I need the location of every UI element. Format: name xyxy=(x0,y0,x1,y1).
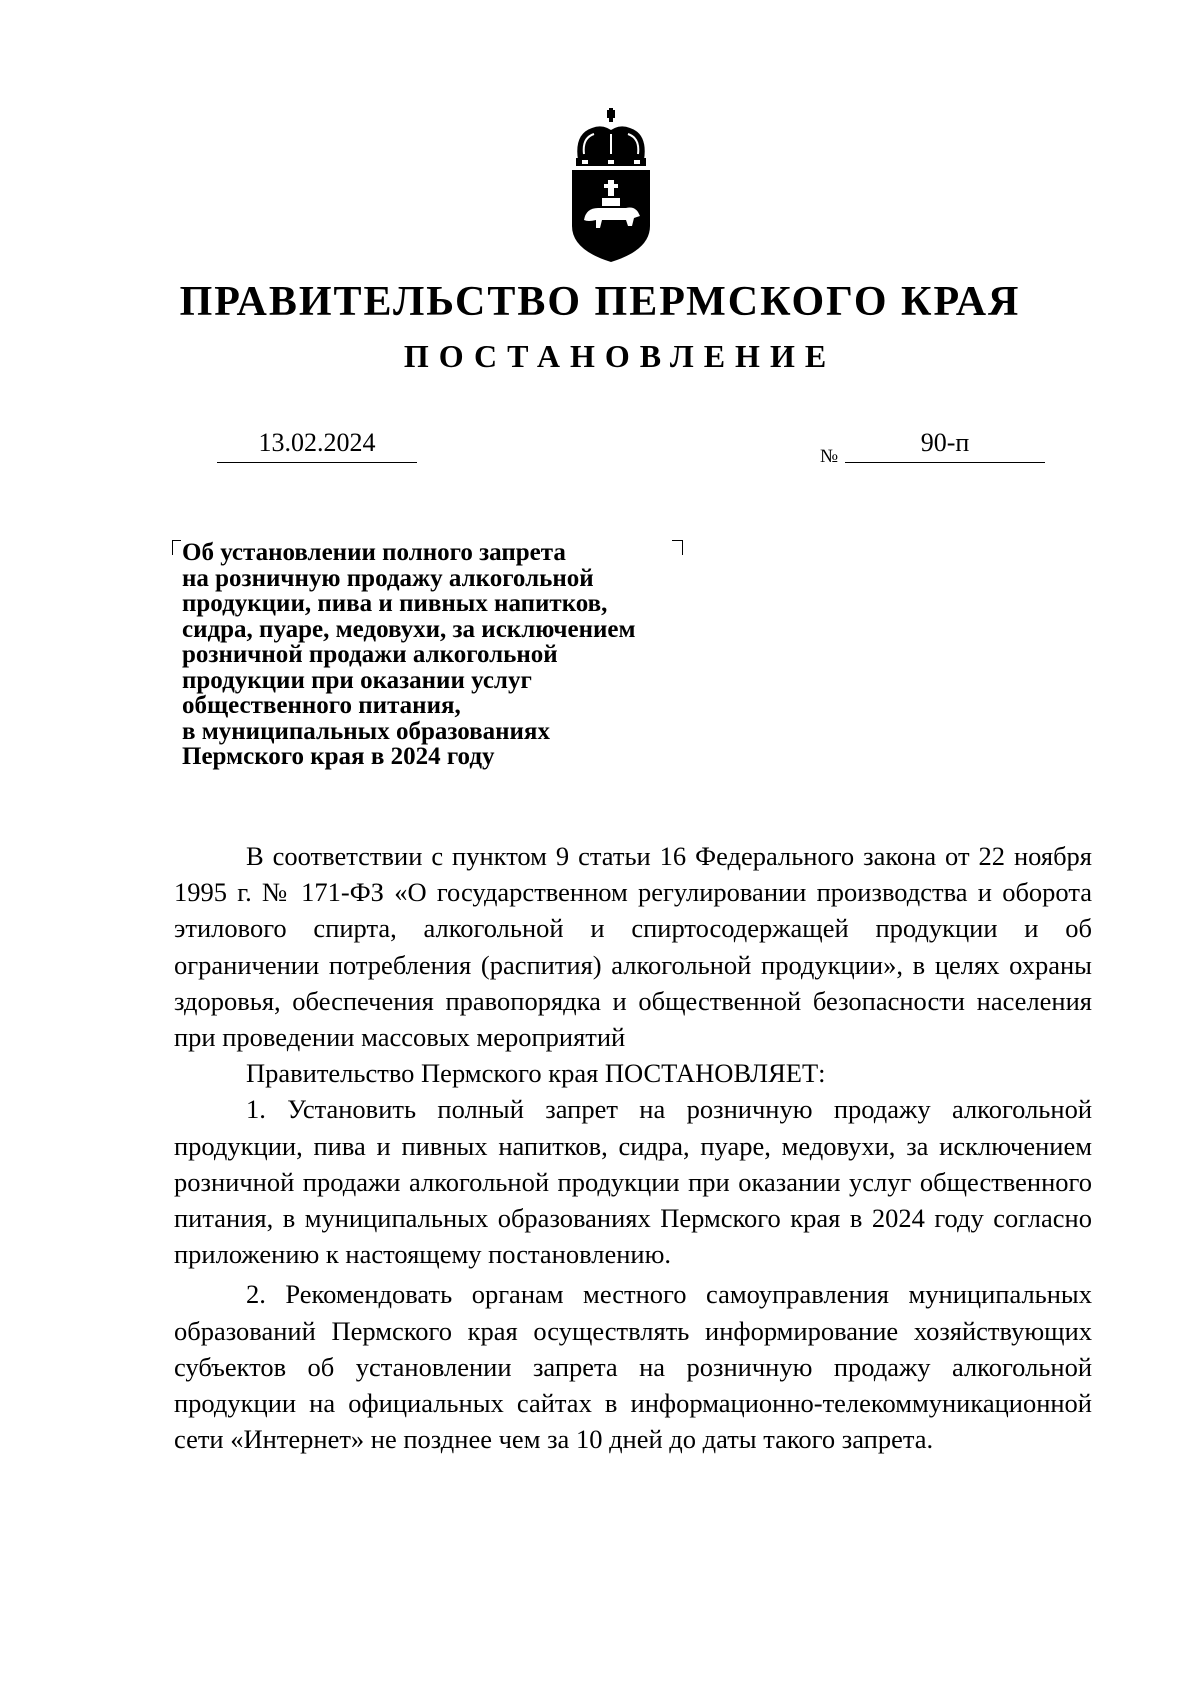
document-body xyxy=(174,838,1092,1457)
subject-line: в муниципальных образованиях xyxy=(182,717,550,745)
perm-krai-coat-of-arms-icon xyxy=(568,108,654,262)
document-date: 13.02.2024 xyxy=(217,428,417,463)
subject-line: продукции, пива и пивных напитков, xyxy=(182,590,608,617)
subject-line: продукции при оказании услуг xyxy=(182,666,532,694)
subject-line: общественного питания, xyxy=(182,692,461,719)
number-sign: № xyxy=(820,446,839,467)
decree-paragraph: Правительство Пермского края ПОСТАНОВЛЯЕТ: xyxy=(246,1058,826,1089)
document-subject xyxy=(182,540,742,770)
subject-line: Пермского края в 2024 году xyxy=(182,743,495,770)
document-number: 90-п xyxy=(845,428,1045,463)
subject-line: розничной продажи алкогольной xyxy=(182,641,558,668)
item-1-paragraph: 1. Установить полный запрет на розничную продажу алкогольной продукции, пива и пивных напитков, сидра, пуаре, медовухи, за исключением розничной продажи алкогольной продукции при оказании услуг общественного питания, в муниципальных образованиях Пермского края в 2024 году согласно приложению к настоящему постановлению. xyxy=(174,1094,1092,1270)
preamble-paragraph: В соответствии с пунктом 9 статьи 16 Федерального закона от 22 ноября 1995 г. № 171-ФЗ «О государственном регулировании производства и оборота этилового спирта, алкогольной и спиртосодержащей продукции и об ограничении потребления (распития) алкогольной продукции», в целях охраны здоровья, обеспечения правопорядка и общественной безопасности населения при проведении массовых мероприятий xyxy=(174,841,1092,1053)
organization-title: ПРАВИТЕЛЬСТВО ПЕРМСКОГО КРАЯ xyxy=(179,279,1021,325)
item-2-paragraph: 2. Рекомендовать органам местного самоуправления муниципальных образований Пермского края осуществлять информирование хозяйствующих субъектов об установлении запрета на розничную продажу алкогольной продукции на официальных сайтах в информационно-телекоммуникационной сети «Интернет» не позднее чем за 10 дней до даты такого запрета. xyxy=(174,1279,1092,1455)
subject-line: сидра, пуаре, медовухи, за исключением xyxy=(182,615,636,643)
subject-line: на розничную продажу алкогольной xyxy=(182,564,594,592)
subject-line: Об установлении полного запрета xyxy=(182,539,566,566)
document-type: ПОСТАНОВЛЕНИЕ xyxy=(403,338,837,374)
subject-corner-left xyxy=(172,540,181,555)
